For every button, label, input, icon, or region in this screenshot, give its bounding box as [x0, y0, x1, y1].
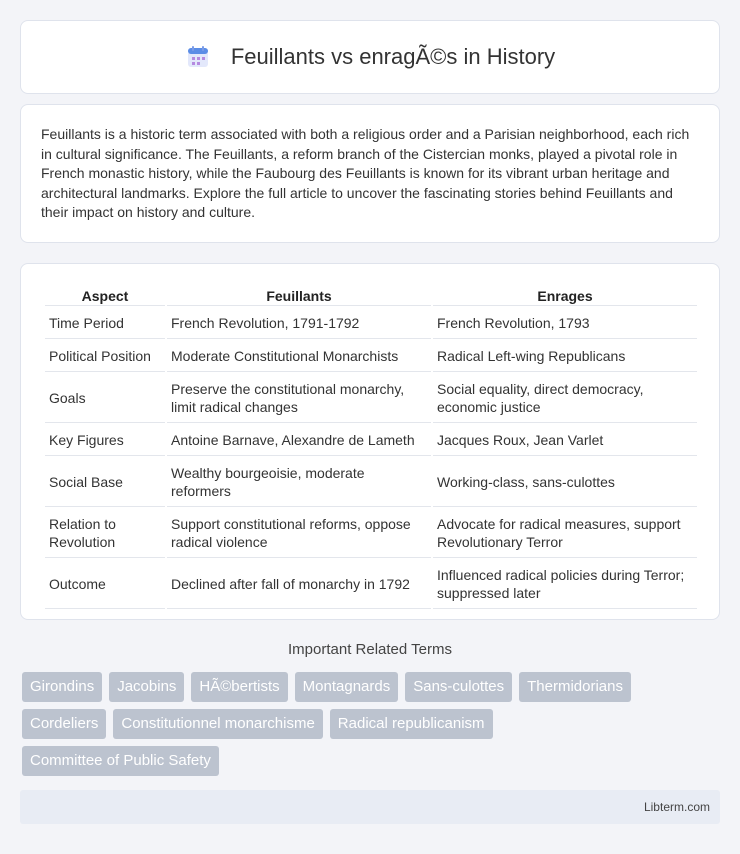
tag-thermidorians[interactable]: Thermidorians — [519, 672, 631, 702]
table-cell: Influenced radical policies during Terror; suppressed later — [433, 560, 697, 609]
table-cell: French Revolution, 1793 — [433, 308, 697, 339]
table-cell: Jacques Roux, Jean Varlet — [433, 425, 697, 456]
table-row — [45, 308, 697, 339]
table-cell: Relation to Revolution — [45, 509, 165, 558]
table-cell: Declined after fall of monarchy in 1792 — [167, 560, 431, 609]
tag-girondins[interactable]: Girondins — [22, 672, 102, 702]
table-header-row — [45, 286, 697, 306]
table-row — [45, 560, 697, 609]
table-row — [45, 425, 697, 456]
table-cell: French Revolution, 1791-1792 — [167, 308, 431, 339]
table-cell: Political Position — [45, 341, 165, 372]
table-cell: Wealthy bourgeoisie, moderate reformers — [167, 458, 431, 507]
table-cell: Working-class, sans-culottes — [433, 458, 697, 507]
tag-committee-of-public-safety[interactable]: Committee of Public Safety — [22, 746, 219, 776]
table-cell: Social equality, direct democracy, economic justice — [433, 374, 697, 423]
table-cell: Outcome — [45, 560, 165, 609]
page-title: Feuillants vs enragÃ©s in History — [230, 44, 556, 69]
table-cell: Advocate for radical measures, support Revolutionary Terror — [433, 509, 697, 558]
footer-site-link[interactable]: Libterm.com — [643, 800, 710, 814]
table-cell: Time Period — [45, 308, 165, 339]
comparison-table — [43, 284, 699, 611]
tag-montagnards[interactable]: Montagnards — [295, 672, 399, 702]
tag-sans-culottes[interactable]: Sans-culottes — [405, 672, 512, 702]
table-row — [45, 341, 697, 372]
footer — [20, 790, 720, 824]
related-terms-list — [22, 672, 702, 783]
table-cell: Key Figures — [45, 425, 165, 456]
tag-constitutionnel-monarchisme[interactable]: Constitutionnel monarchisme — [113, 709, 322, 739]
tag-cordeliers[interactable]: Cordeliers — [22, 709, 106, 739]
tag-radical-republicanism[interactable]: Radical republicanism — [330, 709, 493, 739]
intro-text: Feuillants is a historic term associated with both a religious order and a Parisian neighborhood, each rich in cultural significance. The Feuillants, a reform branch of the Cistercian monks, played a pivotal role in French monastic history, while the Faubourg des Feuillants is known for its vibrant urban heritage and architectural landmarks. Explore the full article to uncover the fascinating stories behind Feuillants and their impact on history and culture. — [41, 126, 690, 220]
related-terms-title: Important Related Terms — [288, 641, 452, 658]
table-cell: Preserve the constitutional monarchy, limit radical changes — [167, 374, 431, 423]
table-cell: Goals — [45, 374, 165, 423]
tag-hebertists[interactable]: HÃ©bertists — [191, 672, 287, 702]
tag-jacobins[interactable]: Jacobins — [109, 672, 184, 702]
table-cell: Social Base — [45, 458, 165, 507]
table-row — [45, 458, 697, 507]
column-header-feuillants: Feuillants — [167, 286, 431, 306]
table-cell: Support constitutional reforms, oppose radical violence — [167, 509, 431, 558]
column-header-aspect: Aspect — [45, 286, 165, 306]
comparison-card — [20, 263, 720, 620]
column-header-enrages: Enrages — [433, 286, 697, 306]
intro-card — [20, 104, 720, 243]
table-cell: Antoine Barnave, Alexandre de Lameth — [167, 425, 431, 456]
table-cell: Radical Left-wing Republicans — [433, 341, 697, 372]
calendar-icon — [185, 44, 211, 70]
header-card — [20, 20, 720, 94]
table-row — [45, 509, 697, 558]
table-cell: Moderate Constitutional Monarchists — [167, 341, 431, 372]
table-row — [45, 374, 697, 423]
